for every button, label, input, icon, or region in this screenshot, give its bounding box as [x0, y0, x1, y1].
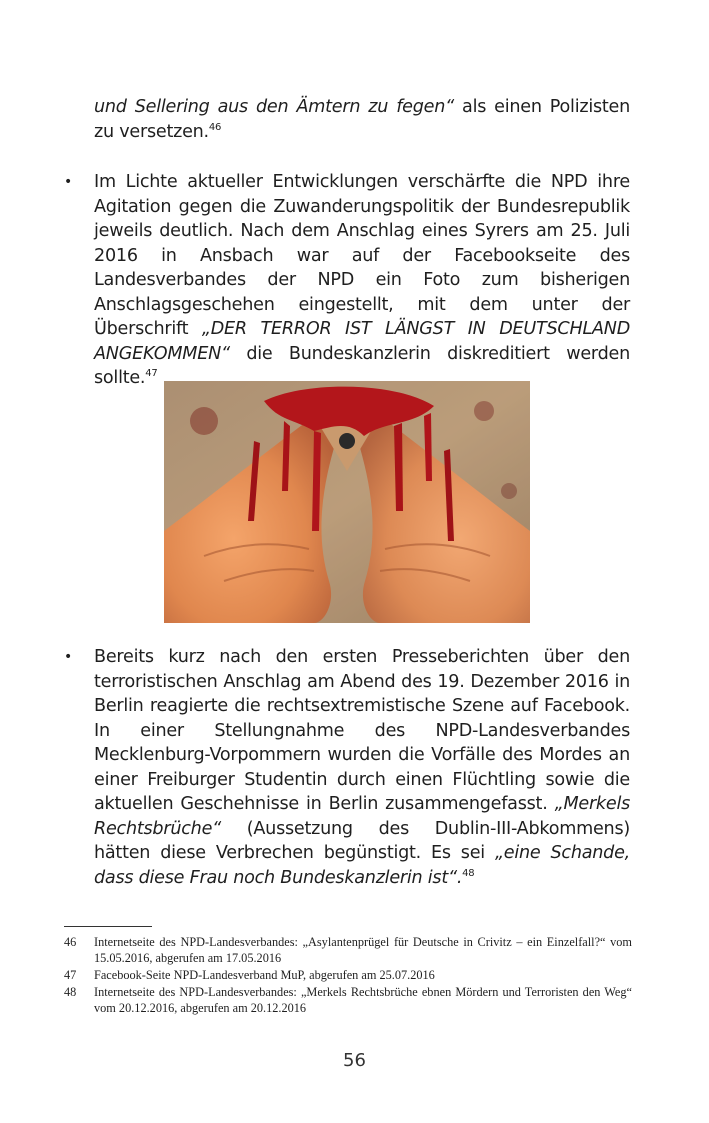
- footnote-ref-46[interactable]: 46: [208, 121, 222, 133]
- paragraph-text: (Aussetzung des Dublin-III-Abkommens) hätten diese Verbrechen begünstigt. Es sei: [94, 818, 630, 863]
- footnote-divider: [64, 926, 152, 927]
- page-number: 56: [343, 1050, 366, 1071]
- footnote-number: 48: [64, 985, 77, 999]
- paragraph-text: Bereits kurz nach den ersten Presseberichten über den terroristischen Anschlag am Abend des 19. Dezember 2016 in Berlin reagierte die rechtsextremistische Szene auf Facebook. In einer Stellungnahme des NPD-Landesverbandes Mecklenburg-Vorpommern wurden die Vorfälle des Mordes an einer Freiburger Studentin durch einen Flüchtling sowie die aktuellen Geschehnisse in Berlin zusammengefasst.: [94, 647, 630, 814]
- paragraph-continuation: [94, 95, 630, 144]
- quote-italic: „Merkels Rechtsbrüche“: [94, 794, 630, 839]
- bullet-marker: •: [64, 174, 73, 190]
- paragraph-text: als einen Polizisten zu versetzen.: [94, 97, 630, 142]
- quote-italic: und Sellering aus den Ämtern zu fegen“: [94, 97, 454, 117]
- footnote-text: Internetseite des NPD-Landesverbandes: „Asylantenprügel für Deutsche in Crivitz – ein Einzelfall?“ vom 15.05.2016, abgerufen am 17.05.2016: [94, 935, 632, 965]
- paragraph-text: die Bundeskanzlerin diskreditiert werden sollte.: [94, 343, 630, 388]
- quote-italic: „eine Schande, dass diese Frau noch Bundeskanzlerin ist“.: [94, 843, 630, 888]
- footnote-text: Facebook-Seite NPD-Landesverband MuP, abgerufen am 25.07.2016: [94, 968, 435, 982]
- footnote-number: 47: [64, 968, 77, 982]
- footnote-text: Internetseite des NPD-Landesverbandes: „Merkels Rechtsbrüche ebnen Mördern und Terroristen den Weg“ vom 20.12.2016, abgerufen am 20.12.2016: [94, 985, 632, 1015]
- bloody-hands-photo: [164, 381, 530, 623]
- footnote-ref-47[interactable]: 47: [145, 368, 158, 379]
- footnote-number: 46: [64, 935, 77, 949]
- bullet-marker: •: [64, 649, 73, 665]
- bullet-paragraph-2: [94, 645, 630, 890]
- bullet-paragraph-1: [94, 170, 630, 391]
- footnote-ref-48[interactable]: 48: [462, 867, 475, 879]
- paragraph-text: Im Lichte aktueller Entwicklungen verschärfte die NPD ihre Agitation gegen die Zuwanderungspolitik der Bundesrepublik jeweils deutlich. Nach dem Anschlag eines Syrers am 25. Juli 2016 in Ansbach war auf der Facebookseite des Landesverbandes der NPD ein Foto zum bisherigen Anschlagsgeschehen eingestellt, mit dem unter der Überschrift: [94, 172, 630, 339]
- quote-italic: „DER TERROR IST LÄNGST IN DEUTSCHLAND ANGEKOMMEN“: [94, 319, 630, 364]
